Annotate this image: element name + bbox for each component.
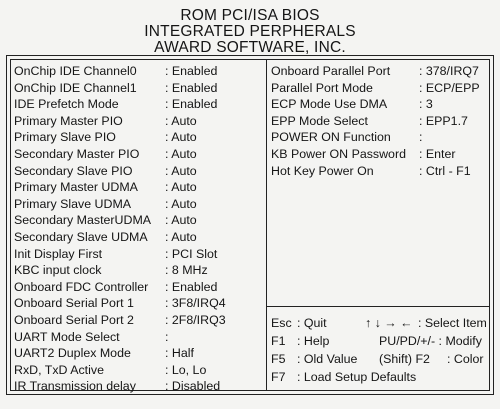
setting-row[interactable] xyxy=(14,63,264,80)
setting-label: Hot Key Power On xyxy=(271,163,374,178)
right-settings-column xyxy=(271,63,495,179)
arrows-action: : Select Item xyxy=(418,316,487,330)
esc-key: Esc xyxy=(271,316,292,330)
setting-label: Parallel Port Mode xyxy=(271,80,373,95)
setting-row[interactable] xyxy=(14,362,264,379)
setting-label: Primary Master UDMA xyxy=(14,180,138,195)
setting-row[interactable] xyxy=(14,329,264,346)
setting-label: KBC input clock xyxy=(14,263,102,278)
setting-row[interactable] xyxy=(271,146,495,163)
setting-label: ECP Mode Use DMA xyxy=(271,97,388,112)
f5-key: F5 xyxy=(271,352,286,366)
setting-row[interactable] xyxy=(14,113,264,130)
help-row xyxy=(271,314,495,332)
setting-label: Secondary Slave UDMA xyxy=(14,229,148,244)
setting-value[interactable]: : Auto xyxy=(165,196,197,211)
setting-value[interactable]: : xyxy=(419,130,423,145)
setting-row[interactable] xyxy=(271,80,495,97)
setting-value[interactable]: : Half xyxy=(165,346,194,361)
esc-action: : Quit xyxy=(297,316,327,330)
bios-header xyxy=(0,8,500,56)
setting-label: Onboard FDC Controller xyxy=(14,279,149,294)
setting-label: Secondary Slave PIO xyxy=(14,163,133,178)
help-row xyxy=(271,368,495,386)
setting-value[interactable]: : 8 MHz xyxy=(165,263,208,278)
setting-value[interactable]: : Enabled xyxy=(165,97,218,112)
setting-value[interactable]: : EPP1.7 xyxy=(419,113,468,128)
setting-row[interactable] xyxy=(14,179,264,196)
setting-row[interactable] xyxy=(14,279,264,296)
f5-action: : Old Value xyxy=(297,352,358,366)
setting-label: Onboard Serial Port 2 xyxy=(14,312,134,327)
setting-row[interactable] xyxy=(14,295,264,312)
setting-value[interactable]: : Auto xyxy=(165,213,197,228)
setting-label: Primary Slave PIO xyxy=(14,130,116,145)
setting-row[interactable] xyxy=(14,196,264,213)
setting-label: IR Transmission delay xyxy=(14,379,136,394)
setting-row[interactable] xyxy=(271,163,495,180)
setting-row[interactable] xyxy=(14,378,264,395)
setting-row[interactable] xyxy=(271,113,495,130)
setting-value[interactable]: : Enabled xyxy=(165,64,218,78)
setting-label: Init Display First xyxy=(14,246,103,261)
setting-value[interactable]: : PCI Slot xyxy=(165,246,218,261)
setting-value[interactable]: : Auto xyxy=(165,229,197,244)
setting-value[interactable]: : 378/IRQ7 xyxy=(419,64,479,78)
setting-value[interactable]: : 3F8/IRQ4 xyxy=(165,296,226,311)
setting-row[interactable] xyxy=(14,246,264,263)
setting-row[interactable] xyxy=(14,129,264,146)
vendor-name: AWARD SOFTWARE, INC. xyxy=(154,39,346,56)
f1-key: F1 xyxy=(271,334,286,348)
setting-label: KB Power ON Password xyxy=(271,146,406,161)
setting-row[interactable] xyxy=(14,262,264,279)
left-settings-column xyxy=(14,63,264,395)
setting-value[interactable]: : Auto xyxy=(165,163,197,178)
setting-label: EPP Mode Select xyxy=(271,113,368,128)
setting-row[interactable] xyxy=(271,129,495,146)
setting-label: IDE Prefetch Mode xyxy=(14,97,119,112)
shift-f2-key: (Shift) F2 xyxy=(379,352,430,366)
setting-label: Secondary MasterUDMA xyxy=(14,213,152,228)
setting-label: POWER ON Function xyxy=(271,130,391,145)
page-title: INTEGRATED PERPHERALS xyxy=(144,23,356,40)
setting-value[interactable]: : 3 xyxy=(419,97,433,112)
setting-label: Primary Master PIO xyxy=(14,113,123,128)
setting-label: Onboard Serial Port 1 xyxy=(14,296,134,311)
setting-row[interactable] xyxy=(14,312,264,329)
setting-value[interactable]: : Enter xyxy=(419,146,456,161)
setting-label: OnChip IDE Channel1 xyxy=(14,80,137,95)
setting-label: UART2 Duplex Mode xyxy=(14,346,131,361)
f7-key: F7 xyxy=(271,370,286,384)
setting-label: Primary Slave UDMA xyxy=(14,196,132,211)
arrow-keys-icon: ↑ ↓ → ← xyxy=(365,316,413,330)
setting-value[interactable]: : Auto xyxy=(165,180,197,195)
help-panel xyxy=(271,314,495,386)
setting-value[interactable]: : xyxy=(165,329,169,344)
setting-value[interactable]: : Ctrl - F1 xyxy=(419,163,471,178)
f1-action: : Help xyxy=(297,334,330,348)
f7-action: : Load Setup Defaults xyxy=(297,370,417,384)
setting-label: UART Mode Select xyxy=(14,329,120,344)
setting-value[interactable]: : Auto xyxy=(165,146,197,161)
setting-row[interactable] xyxy=(14,163,264,180)
setting-value[interactable]: : Enabled xyxy=(165,80,218,95)
setting-value[interactable]: : 2F8/IRQ3 xyxy=(165,312,226,327)
settings-frame-inner xyxy=(10,59,490,394)
bios-title: ROM PCI/ISA BIOS xyxy=(180,7,320,24)
setting-row[interactable] xyxy=(14,345,264,362)
setting-row[interactable] xyxy=(14,212,264,229)
setting-value[interactable]: : Disabled xyxy=(165,379,221,394)
setting-row[interactable] xyxy=(14,96,264,113)
setting-label: RxD, TxD Active xyxy=(14,362,104,377)
shift-f2-action: : Color xyxy=(447,352,484,366)
help-row xyxy=(271,350,495,368)
setting-row[interactable] xyxy=(14,229,264,246)
setting-value[interactable]: : ECP/EPP xyxy=(419,80,480,95)
setting-value[interactable]: : Lo, Lo xyxy=(165,362,207,377)
help-divider xyxy=(266,306,489,307)
setting-label: Secondary Master PIO xyxy=(14,146,140,161)
setting-row[interactable] xyxy=(14,146,264,163)
modify-hint: PU/PD/+/- : Modify xyxy=(379,334,482,348)
help-row xyxy=(271,332,495,350)
setting-value[interactable]: : Auto xyxy=(165,113,197,128)
setting-row[interactable] xyxy=(14,80,264,97)
setting-label: OnChip IDE Channel0 xyxy=(14,64,137,78)
setting-row[interactable] xyxy=(271,63,495,80)
column-divider xyxy=(266,60,267,390)
setting-value[interactable]: : Enabled xyxy=(165,279,218,294)
setting-label: Onboard Parallel Port xyxy=(271,64,391,78)
setting-row[interactable] xyxy=(271,96,495,113)
settings-frame xyxy=(6,55,494,395)
setting-value[interactable]: : Auto xyxy=(165,130,197,145)
